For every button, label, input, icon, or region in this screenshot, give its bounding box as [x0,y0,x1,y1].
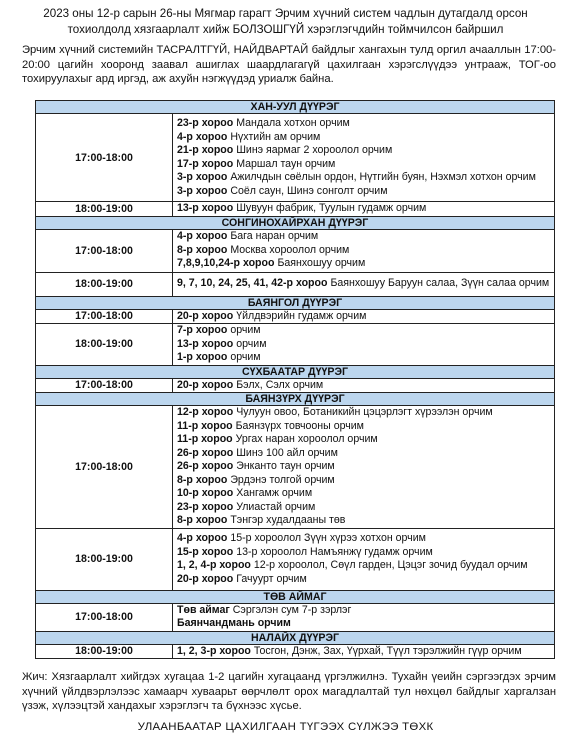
schedule-row [36,202,555,217]
place-name: орчим [230,324,261,336]
khoroo-code: 20-р хороо [177,309,234,322]
location-item [177,144,550,158]
location-item [177,406,550,420]
schedule-row [36,378,555,393]
location-item [177,573,550,587]
khoroo-code: 4-р хороо [177,130,228,143]
note-paragraph: Жич: Хязгаарлалт хийгдэх хугацаа 1-2 цагийн хугацаанд үргэлжилнэ. Тухайн үеийн сэргээгдэх эрчим хүчний үйлдвэрлэлээс хамаарч хуваарьт өөрчлөлт орох магадлалтай тул нөхцөл байдлыг харгалзан үзэж, хүлээцтэй хандахыг хэрэглэгч та бүхнээс хүсье. [22,671,556,713]
district-name: СҮХБААТАР ДҮҮРЭГ [36,365,555,378]
khoroo-code: 26-р хороо [177,446,234,459]
khoroo-code: 12-р хороо [177,406,234,418]
place-name: Хангамж орчим [236,487,313,499]
district-name: СОНГИНОХАЙРХАН ДҮҮРЭГ [36,216,555,229]
place-name: Шинэ яармаг 2 хороолол орчим [236,144,393,156]
district-header-row [36,296,555,309]
khoroo-code: 13-р хороо [177,337,234,350]
khoroo-code: 8-р хороо [177,473,228,486]
title-line-2: тохиолдолд хязгаарлалт хийж БОЛЗОШГҮЙ хэрэглэгчдийн тоймчилсон байршил [67,23,504,36]
time-slot: 17:00-18:00 [36,603,173,631]
place-name: 15-р хороолол Зүүн хүрээ хотхон орчим [230,532,426,544]
khoroo-code: Төв аймаг [177,603,230,616]
location-item [177,514,550,528]
khoroo-code: 7-р хороо [177,324,228,336]
location-item [177,351,550,365]
place-name: Сэргэлэн сум 7-р зэрлэг [232,603,352,616]
schedule-row [36,229,555,272]
khoroo-code: 17-р хороо [177,157,234,170]
district-header-row [36,101,555,114]
place-name: Үйлдвэрийн гудамж орчим [236,309,367,322]
place-name: Баянзүрх товчооны орчим [235,419,364,432]
location-item [177,420,550,434]
location-list [173,378,555,393]
location-item [177,185,550,199]
time-slot: 18:00-19:00 [36,644,173,659]
khoroo-code: 4-р хороо [177,230,228,243]
place-name: Улиастай орчим [236,500,316,513]
time-slot: 17:00-18:00 [36,114,173,202]
district-header-row [36,365,555,378]
location-list [173,406,555,529]
place-name: Бага наран орчим [230,230,319,243]
footer-organization: УЛААНБААТАР ЦАХИЛГААН ТҮГЭЭХ СҮЛЖЭЭ ТӨХК [137,721,434,733]
district-name: БАЯНЗҮРХ ДҮҮРЭГ [36,393,555,406]
location-list [173,603,555,631]
location-list [173,272,555,296]
place-name: Бэлх, Сэлх орчим [236,378,324,391]
khoroo-code: 15-р хороо [177,545,234,558]
khoroo-code: 8-р хороо [177,514,228,526]
schedule-row [36,272,555,296]
khoroo-code: 26-р хороо [177,460,234,472]
schedule-row [36,603,555,631]
schedule-table [35,100,555,659]
place-name: Баянхошуу Баруун салаа, Зүүн салаа орчим [330,277,550,290]
place-name: Шинэ 100 айл орчим [236,446,338,459]
place-name: Ургах наран хороолол орчим [235,433,378,445]
time-slot: 18:00-19:00 [36,202,173,217]
location-item [177,202,550,216]
location-item [177,501,550,515]
place-name: Эрдэнэ толгой орчим [230,473,335,486]
time-slot: 17:00-18:00 [36,406,173,529]
location-item [177,474,550,488]
khoroo-code: 10-р хороо [177,487,234,499]
time-slot: 17:00-18:00 [36,309,173,324]
khoroo-code: 8-р хороо [177,243,228,256]
place-name: Тэнгэр худалдааны төв [230,514,346,526]
location-item [177,158,550,172]
location-list [173,644,555,659]
khoroo-code: 21-р хороо [177,144,234,156]
khoroo-code: 23-р хороо [177,500,234,513]
schedule-row [36,309,555,324]
location-list [173,309,555,324]
district-header-row [36,631,555,644]
location-item [177,338,550,352]
district-header-row [36,590,555,603]
place-name: Энканто таун орчим [236,460,335,472]
time-slot: 18:00-19:00 [36,528,173,590]
location-list [173,114,555,202]
place-name: 12-р хороолол, Сөүл гарден, Цэцэг зочид буудал орчим [253,559,528,571]
place-name: Соёл саун, Шинэ сонголт орчим [230,184,388,197]
time-slot: 17:00-18:00 [36,378,173,393]
location-item [177,546,550,560]
schedule-row [36,644,555,659]
district-name: НАЛАЙХ ДҮҮРЭГ [36,631,555,644]
district-header-row [36,393,555,406]
place-name: 13-р хороолол Намъянжү гудамж орчим [236,545,433,558]
place-name: Москва хороолол орчим [230,243,350,256]
khoroo-code: 20-р хороо [177,572,234,585]
location-list [173,229,555,272]
khoroo-code: Баянчандмань орчим [177,617,291,629]
khoroo-code: 4-р хороо [177,532,228,544]
title-line-1: 2023 оны 12-р сарын 26-ны Мягмар гарагт Эрчим хүчний систем чадлын дутагдалд орсон [43,7,528,20]
khoroo-code: 1, 2, 3-р хороо [177,644,251,657]
place-name: Ажилчдын сөёлын ордон, Нүтгийн буян, Нэхмэл хотхон орчим [230,171,536,183]
district-name: БАЯНГОЛ ДҮҮРЭГ [36,296,555,309]
khoroo-code: 13-р хороо [177,202,234,214]
schedule-row [36,114,555,202]
place-name: орчим [236,337,267,350]
location-item [177,131,550,145]
time-slot: 18:00-19:00 [36,324,173,366]
location-item [177,171,550,185]
khoroo-code: 1-р хороо [177,351,228,363]
khoroo-code: 1, 2, 4-р хороо [177,559,251,571]
khoroo-code: 11-р хороо [177,419,233,432]
khoroo-code: 11-р хороо [177,433,233,445]
place-name: Чулуун овоо, Ботаникийн цэцэрлэгт хүрээлэн орчим [236,406,493,418]
location-list [173,324,555,366]
district-name: ХАН-УУЛ ДҮҮРЭГ [36,101,555,114]
place-name: Тосгон, Дэнж, Зах, Үүрхай, Түүл тэрэлжийн гүүр орчим [253,644,522,657]
schedule-row [36,406,555,529]
location-item [177,379,550,393]
location-item [177,447,550,461]
location-item [177,117,550,131]
schedule-row [36,324,555,366]
location-item [177,460,550,474]
location-item [177,244,550,258]
location-item [177,310,550,324]
location-item [177,487,550,501]
time-slot: 18:00-19:00 [36,272,173,296]
location-list [173,202,555,217]
khoroo-code: 7,8,9,10,24-р хороо [177,257,275,270]
document-title [14,6,557,38]
khoroo-code: 3-р хороо [177,184,228,197]
location-list [173,528,555,590]
location-item [177,277,550,291]
intro-paragraph: Эрчим хүчний системийн ТАСРАЛТГҮЙ, НАЙДВАРТАЙ байдлыг хангахын тулд оргил ачааллын 17:00-20:00 цагийн хооронд заавал ашиглах шаардлагагүй цахилгаан хэрэгслүүдээ унтрааж, ТОГ-оо тохируулахыг ард иргэд, аж ахуйн нэгжүүдэд уриалж байна. [22,44,556,86]
location-item [177,532,550,546]
location-item [177,257,550,271]
khoroo-code: 23-р хороо [177,117,234,129]
khoroo-code: 9, 7, 10, 24, 25, 41, 42-р хороо [177,277,328,290]
schedule-row [36,528,555,590]
location-item [177,645,550,659]
location-item [177,230,550,244]
location-item [177,559,550,573]
district-name: ТӨВ АЙМАГ [36,590,555,603]
place-name: Мандала хотхон орчим [236,117,350,129]
location-item [177,604,550,618]
place-name: Нүхтийн ам орчим [230,130,321,143]
khoroo-code: 20-р хороо [177,378,234,391]
location-item [177,433,550,447]
place-name: Шувуун фабрик, Туулын гудамж орчим [236,202,427,214]
place-name: Баянхошуу орчим [277,257,366,270]
location-item [177,617,550,631]
place-name: Маршал таун орчим [236,157,336,170]
place-name: Гачуурт орчим [236,572,307,585]
location-item [177,324,550,338]
place-name: орчим [230,351,261,363]
khoroo-code: 3-р хороо [177,171,228,183]
district-header-row [36,216,555,229]
time-slot: 17:00-18:00 [36,229,173,272]
